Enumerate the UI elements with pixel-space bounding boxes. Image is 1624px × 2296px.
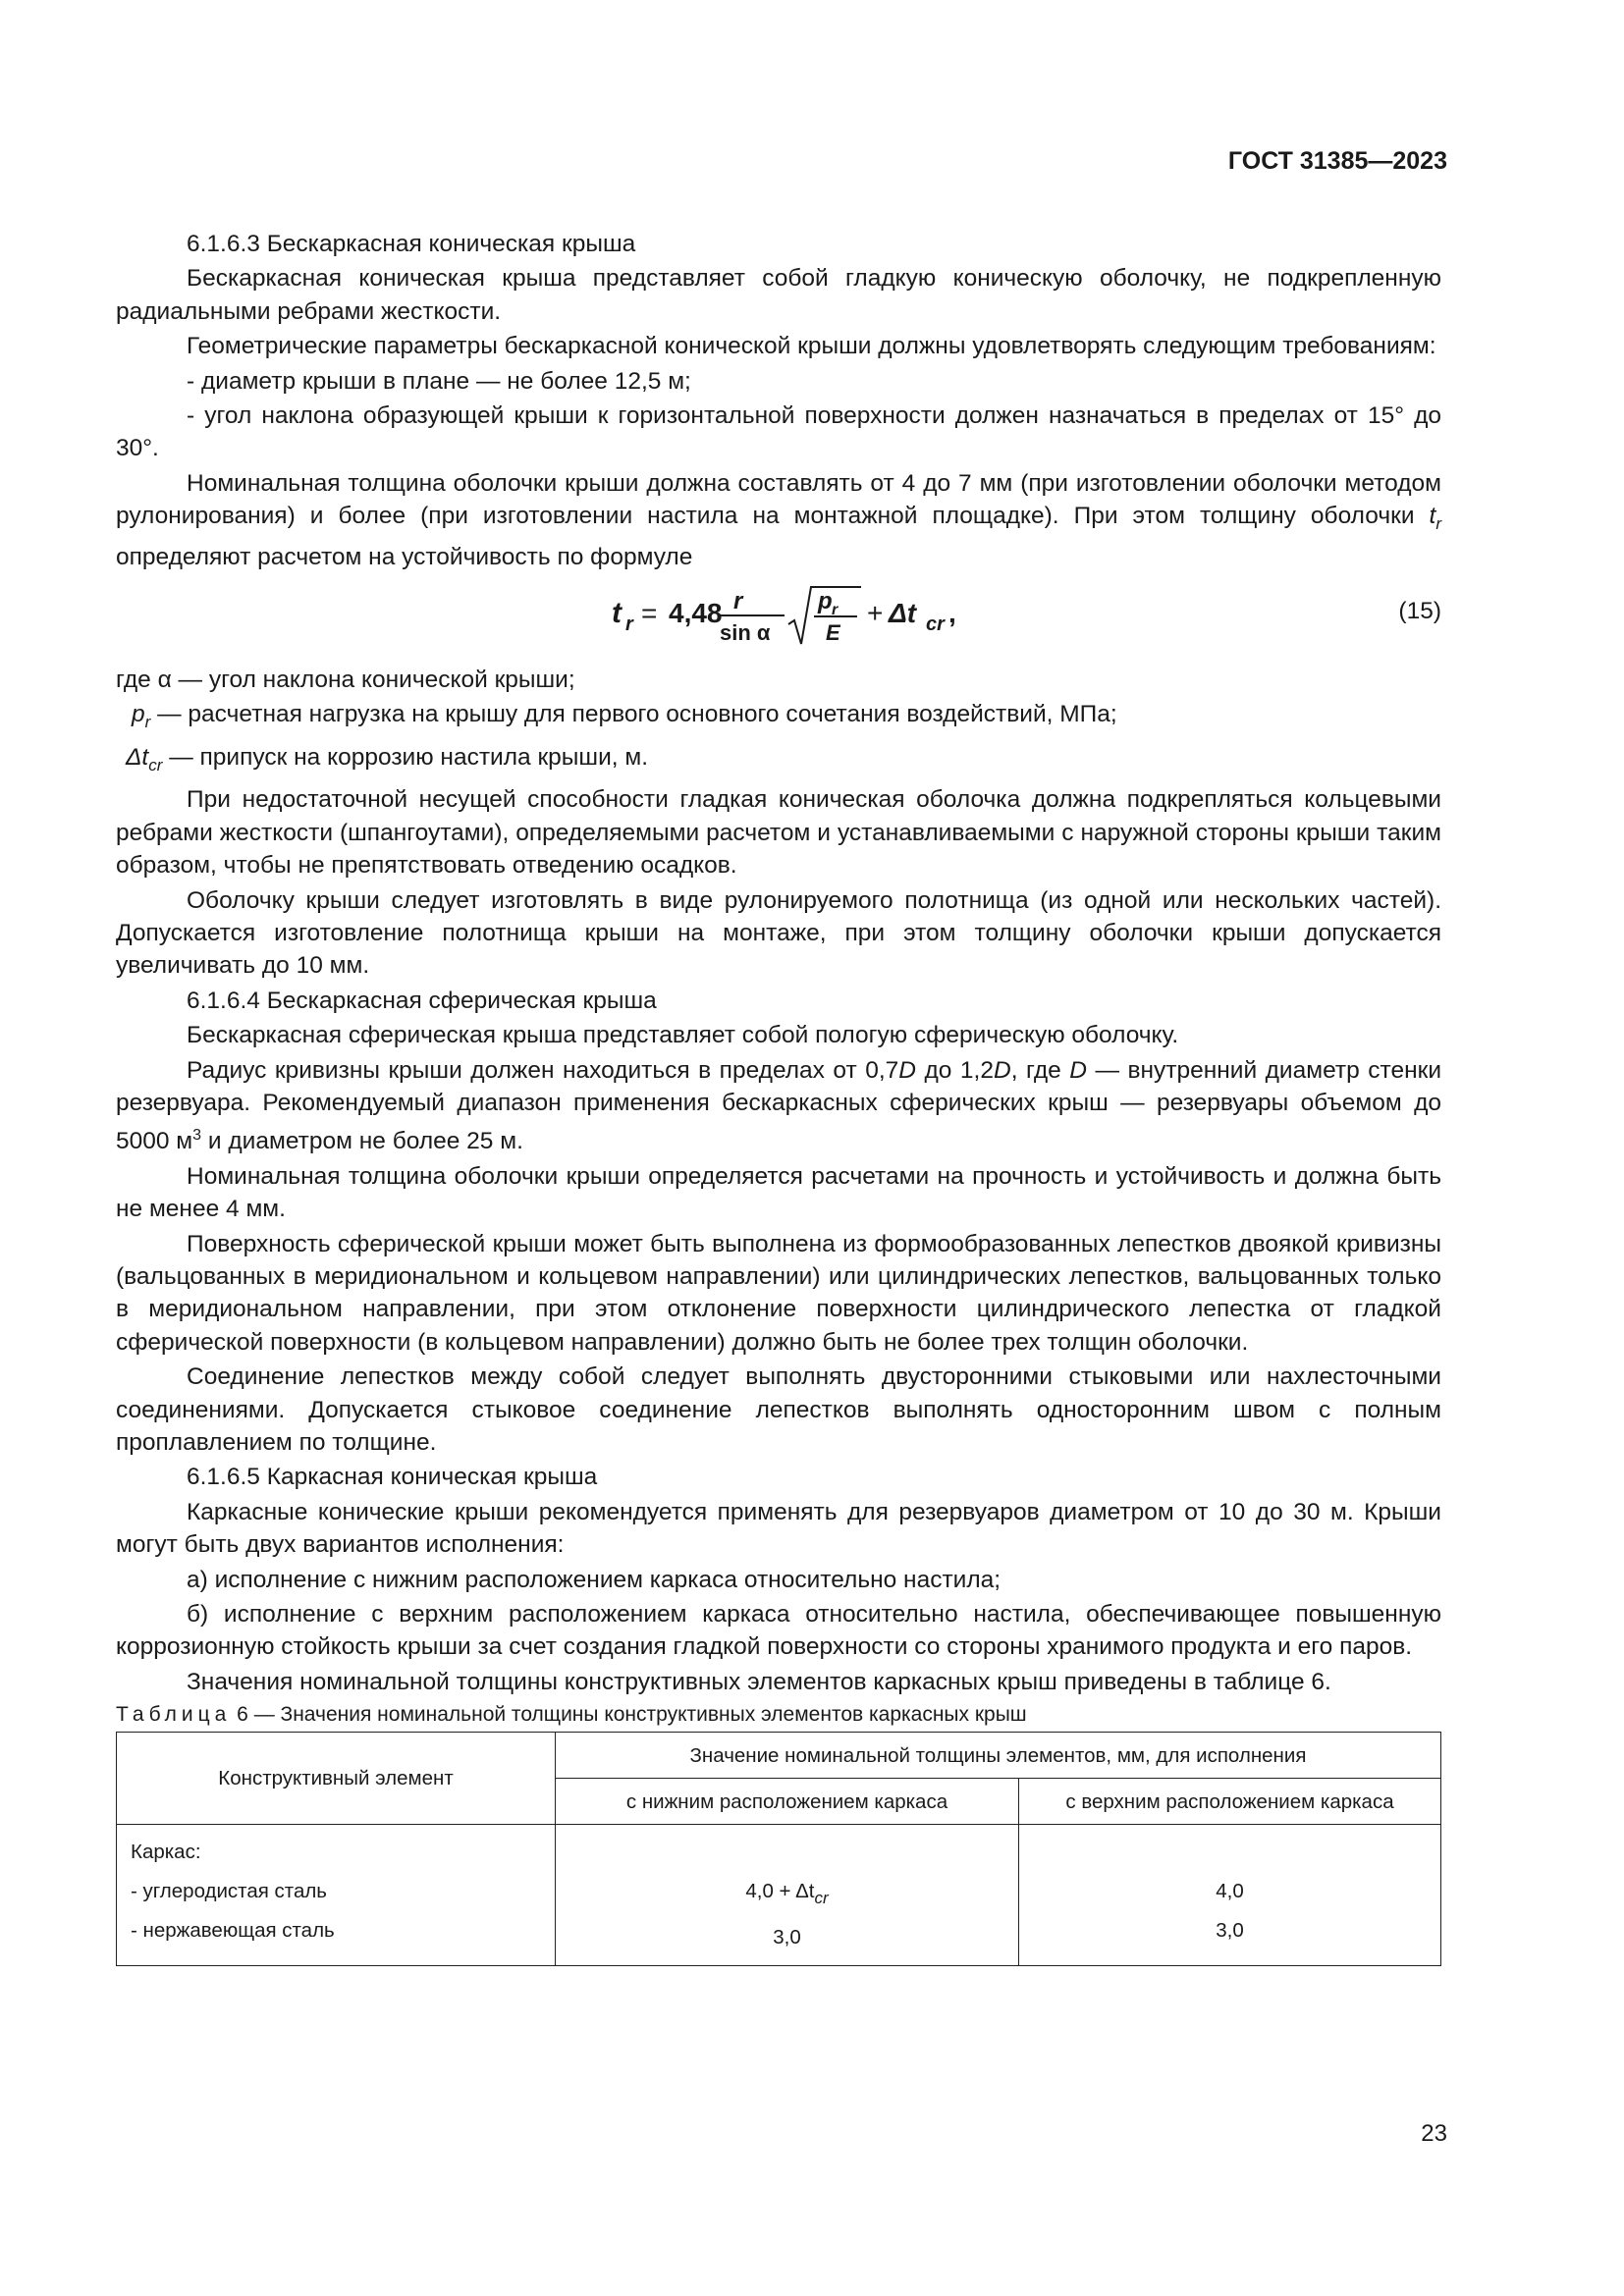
section-heading-6163: 6.1.6.3 Бескаркасная коническая крыша bbox=[187, 231, 636, 257]
where-line: где α — угол наклона конической крыши; bbox=[116, 667, 575, 694]
page-number: 23 bbox=[1421, 2120, 1447, 2147]
formula-graphic bbox=[612, 579, 1162, 658]
equation-number: (15) bbox=[1398, 598, 1441, 625]
formula-inner-num-sub: r bbox=[832, 602, 839, 619]
section-heading-6165: 6.1.6.5 Каркасная коническая крыша bbox=[187, 1464, 598, 1491]
formula-den: sin α bbox=[720, 620, 771, 646]
formula-inner-den: E bbox=[826, 620, 840, 646]
formula-delta: Δt bbox=[889, 598, 917, 629]
formula-comma: , bbox=[948, 598, 956, 629]
formula-plus: + bbox=[867, 598, 884, 629]
paragraph: Геометрические параметры бескаркасной конической крыши должны удовлетворять следующим требованиям: bbox=[187, 333, 1436, 360]
paragraph: Соединение лепестков между собой следует выполнять двусторонними стыковыми или нахлесточными соединениями. Допускается стыковое соединение лепестков выполнять односторонним швом с полным проплавлением по толщине. bbox=[116, 1363, 1441, 1456]
table-caption: Таблица 6 — Значения номинальной толщины конструктивных элементов каркасных крыш bbox=[116, 1703, 1027, 1727]
paragraph: Поверхность сферической крыши может быть выполнена из формообразованных лепестков двоякой кривизны (вальцованных в меридиональном и кольцевом направлении) или цилиндрических лепестков, вальцованных только в меридиональном направлении, при этом отклонение поверхности цилиндрического лепестка от гладкой сферической поверхности (в кольцевом направлении) должно быть не более трех толщин оболочки. bbox=[116, 1230, 1441, 1356]
formula-inner-num: p bbox=[818, 588, 833, 615]
paragraph: Бескаркасная сферическая крыша представляет собой пологую сферическую оболочку. bbox=[187, 1022, 1179, 1049]
table-header-group: Значение номинальной толщины элементов, мм, для исполнения bbox=[556, 1733, 1441, 1779]
document-code: ГОСТ 31385—2023 bbox=[1227, 147, 1447, 175]
table-6 bbox=[116, 1732, 1441, 1966]
paragraph: Радиус кривизны крыши должен находиться в пределах от 0,7D до 1,2D, где D — внутренний диаметр стенки резервуара. Рекомендуемый диапазон применения бескаркасных сферических крыш — резервуары объемом до 5000 $м^3$ и диаметром не более 25 м. bbox=[116, 1056, 1442, 1155]
list-item: а) исполнение с нижним расположением каркаса относительно настила; bbox=[187, 1566, 1001, 1593]
document-body bbox=[116, 228, 1441, 1966]
table-cell: 4,0 3,0 bbox=[1019, 1825, 1441, 1966]
paragraph: Каркасные конические крыши рекомендуется применять для резервуаров диаметром от 10 до 30 м. Крыши могут быть двух вариантов исполнения: bbox=[116, 1498, 1441, 1559]
table-cell: Каркас: - углеродистая сталь - нержавеющая сталь bbox=[117, 1825, 556, 1966]
list-item: - угол наклона образующей крыши к горизонтальной поверхности должен назначаться в пределах от 15° до 30°. bbox=[116, 402, 1441, 462]
table-row bbox=[117, 1825, 1441, 1966]
table-header-upper: с верхним расположением каркаса bbox=[1019, 1779, 1441, 1825]
paragraph: Оболочку крыши следует изготовлять в виде рулонируемого полотнища (из одной или нескольких частей). Допускается изготовление полотнища крыши на монтаже, при этом толщину оболочки крыши допускается увеличивать до 10 мм. bbox=[116, 886, 1441, 980]
formula-num: r bbox=[733, 588, 743, 615]
table-cell: $4,0 + \Delta t_{cr}$ 3,0 bbox=[556, 1825, 1019, 1966]
list-item: - диаметр крыши в плане — не более 12,5 м; bbox=[187, 367, 691, 395]
formula-coef: 4,48 bbox=[669, 598, 723, 629]
where-line: $p_r$ — расчетная нагрузка на крышу для первого основного сочетания воздействий, МПа; bbox=[132, 701, 1117, 732]
paragraph: Бескаркасная коническая крыша представляет собой гладкую коническую оболочку, не подкрепленную радиальными ребрами жесткости. bbox=[116, 265, 1441, 325]
formula-15 bbox=[116, 579, 1441, 658]
paragraph: При недостаточной несущей способности гладкая коническая оболочка должна подкрепляться кольцевыми ребрами жесткости (шпангоутами), определяемыми расчетом и устанавливаемыми с наружной стороны крыши таким образом, чтобы не препятствовать отведению осадков. bbox=[116, 786, 1441, 880]
table-header-lower: с нижним расположением каркаса bbox=[556, 1779, 1019, 1825]
formula-equals: = bbox=[641, 598, 658, 629]
paragraph: Номинальная толщина оболочки крыши должна составлять от 4 до 7 мм (при изготовлении оболочки методом рулонирования) и более (при изготовлении настила на монтажной площадке). При этом толщину оболочки $t_r$ определяют расчетом на устойчивость по формуле bbox=[116, 469, 1442, 570]
where-line: $\Delta t_{cr}$ — припуск на коррозию настила крыши, м. bbox=[126, 743, 649, 774]
list-item: б) исполнение с верхним расположением каркаса относительно настила, обеспечивающее повышенную коррозионную стойкость крыши за счет создания гладкой поверхности со стороны хранимого продукта и его паров. bbox=[116, 1601, 1441, 1661]
section-heading-6164: 6.1.6.4 Бескаркасная сферическая крыша bbox=[187, 987, 657, 1014]
paragraph: Номинальная толщина оболочки крыши определяется расчетами на прочность и устойчивость и должна быть не менее 4 мм. bbox=[116, 1162, 1441, 1223]
formula-delta-sub: cr bbox=[926, 614, 945, 636]
formula-lhs: t bbox=[612, 597, 622, 630]
paragraph: Значения номинальной толщины конструктивных элементов каркасных крыш приведены в таблице 6. bbox=[187, 1668, 1331, 1695]
table-header-element: Конструктивный элемент bbox=[117, 1733, 556, 1825]
formula-lhs-sub: r bbox=[625, 614, 633, 636]
